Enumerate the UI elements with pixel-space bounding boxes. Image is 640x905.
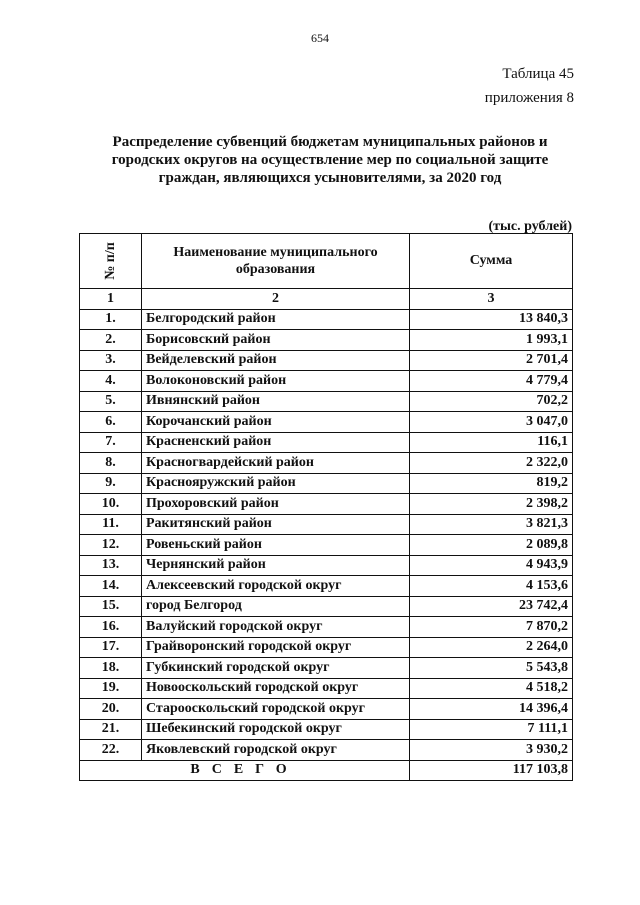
row-sum: 2 264,0 (410, 637, 573, 658)
total-row (80, 760, 573, 781)
row-sum: 13 840,3 (410, 309, 573, 330)
row-number: 1. (80, 309, 142, 330)
table-row (80, 432, 573, 453)
total-label: ВСЕГО (80, 760, 410, 781)
table-row (80, 699, 573, 720)
row-sum: 1 993,1 (410, 330, 573, 351)
row-number: 17. (80, 637, 142, 658)
row-number: 4. (80, 371, 142, 392)
row-sum: 4 518,2 (410, 678, 573, 699)
row-name: Яковлевский городской округ (142, 740, 410, 761)
column-number-1: 1 (80, 289, 142, 310)
table-row (80, 576, 573, 597)
table-reference (485, 62, 574, 110)
table-reference-line1: Таблица 45 (502, 66, 574, 82)
row-sum: 702,2 (410, 391, 573, 412)
row-sum: 3 047,0 (410, 412, 573, 433)
row-number: 5. (80, 391, 142, 412)
table-row (80, 555, 573, 576)
row-number: 10. (80, 494, 142, 515)
table-row (80, 535, 573, 556)
row-name: Алексеевский городской округ (142, 576, 410, 597)
row-sum: 2 089,8 (410, 535, 573, 556)
table-row (80, 309, 573, 330)
row-number: 6. (80, 412, 142, 433)
row-number: 7. (80, 432, 142, 453)
table-row (80, 494, 573, 515)
row-number: 13. (80, 555, 142, 576)
row-name: Краснояружский район (142, 473, 410, 494)
row-number: 9. (80, 473, 142, 494)
row-name: Ракитянский район (142, 514, 410, 535)
table-row (80, 473, 573, 494)
row-name: Губкинский городской округ (142, 658, 410, 679)
total-sum: 117 103,8 (410, 760, 573, 781)
row-name: Валуйский городской округ (142, 617, 410, 638)
table-row (80, 514, 573, 535)
row-number: 2. (80, 330, 142, 351)
header-number-label: № п/п (102, 242, 118, 280)
table-row (80, 637, 573, 658)
table-row (80, 371, 573, 392)
row-sum: 2 701,4 (410, 350, 573, 371)
row-number: 20. (80, 699, 142, 720)
row-sum: 116,1 (410, 432, 573, 453)
row-sum: 2 322,0 (410, 453, 573, 474)
row-name: Шебекинский городской округ (142, 719, 410, 740)
header-name: Наименование муниципального образования (142, 234, 410, 289)
row-name: Борисовский район (142, 330, 410, 351)
row-name: Старооскольский городской округ (142, 699, 410, 720)
table-header-row (80, 234, 573, 289)
row-sum: 4 779,4 (410, 371, 573, 392)
row-number: 8. (80, 453, 142, 474)
row-name: Грайворонский городской округ (142, 637, 410, 658)
row-number: 15. (80, 596, 142, 617)
row-number: 3. (80, 350, 142, 371)
row-sum: 7 111,1 (410, 719, 573, 740)
subventions-table (79, 233, 573, 781)
table-reference-line2: приложения 8 (484, 90, 574, 106)
page-number: 654 (311, 31, 329, 45)
column-number-3: 3 (410, 289, 573, 310)
row-number: 12. (80, 535, 142, 556)
table-row (80, 330, 573, 351)
row-name: Ивнянский район (142, 391, 410, 412)
header-number (80, 234, 142, 289)
row-number: 14. (80, 576, 142, 597)
row-number: 21. (80, 719, 142, 740)
row-sum: 2 398,2 (410, 494, 573, 515)
row-name: город Белгород (142, 596, 410, 617)
table-row (80, 740, 573, 761)
row-name: Красненский район (142, 432, 410, 453)
row-name: Белгородский район (142, 309, 410, 330)
row-name: Красногвардейский район (142, 453, 410, 474)
row-name: Прохоровский район (142, 494, 410, 515)
column-numbers-row (80, 289, 573, 310)
row-name: Ровеньский район (142, 535, 410, 556)
units-label: (тыс. рублей) (488, 219, 572, 234)
table-row (80, 453, 573, 474)
table-row (80, 719, 573, 740)
row-sum: 14 396,4 (410, 699, 573, 720)
document-title: Распределение субвенций бюджетам муниципальных районов и городских округов на осуществление мер по социальной защите граждан, являющихся усыновителями, за 2020 год (111, 134, 549, 186)
row-sum: 7 870,2 (410, 617, 573, 638)
row-sum: 4 943,9 (410, 555, 573, 576)
table-row (80, 412, 573, 433)
row-sum: 23 742,4 (410, 596, 573, 617)
row-sum: 4 153,6 (410, 576, 573, 597)
header-sum: Сумма (410, 234, 573, 289)
row-number: 19. (80, 678, 142, 699)
row-name: Чернянский район (142, 555, 410, 576)
table-row (80, 350, 573, 371)
row-sum: 5 543,8 (410, 658, 573, 679)
table-row (80, 391, 573, 412)
row-sum: 3 930,2 (410, 740, 573, 761)
table-row (80, 617, 573, 638)
table-row (80, 658, 573, 679)
table-row (80, 596, 573, 617)
row-number: 22. (80, 740, 142, 761)
row-name: Вейделевский район (142, 350, 410, 371)
row-name: Корочанский район (142, 412, 410, 433)
row-name: Волоконовский район (142, 371, 410, 392)
row-name: Новооскольский городской округ (142, 678, 410, 699)
row-sum: 819,2 (410, 473, 573, 494)
row-number: 18. (80, 658, 142, 679)
row-number: 16. (80, 617, 142, 638)
row-sum: 3 821,3 (410, 514, 573, 535)
row-number: 11. (80, 514, 142, 535)
column-number-2: 2 (142, 289, 410, 310)
table-row (80, 678, 573, 699)
